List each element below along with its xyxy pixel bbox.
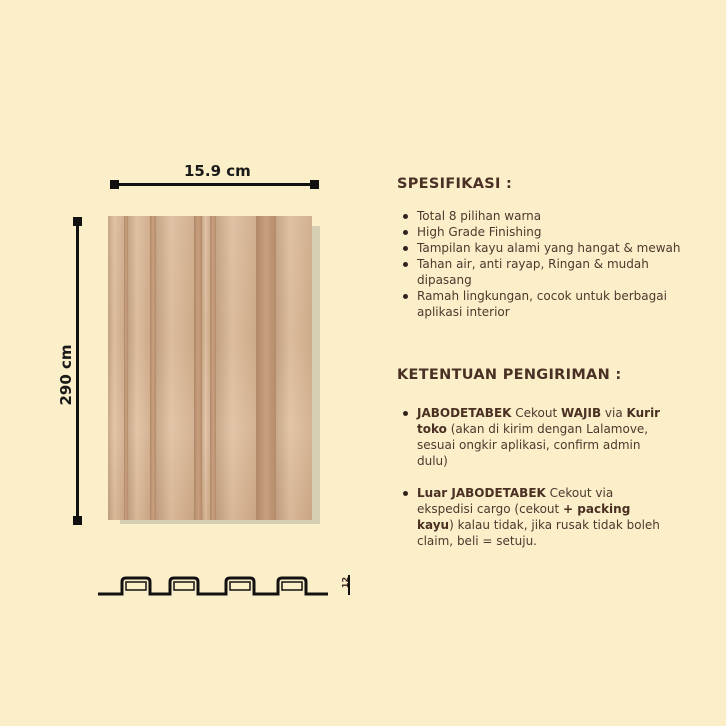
panel-groove [194,216,202,520]
list-item: Tahan air, anti rayap, Ringan & mudah dipasang [401,256,657,288]
body-text: Cekout [511,406,562,420]
pengiriman-list [401,405,671,565]
profile-cross-section-icon [96,574,336,600]
panel-slat [202,216,210,520]
wood-panel-image [108,216,312,520]
highlight-text: JABODETABEK [417,406,512,420]
profile-thickness-label: 12 [341,576,351,589]
panel-slat [108,216,124,520]
list-item: High Grade Finishing [401,224,691,240]
highlight-text: Luar JABODETABEK [417,486,546,500]
body-text: via [601,406,627,420]
dimension-endpoint [73,516,82,525]
panel-groove [256,216,276,520]
spesifikasi-heading: SPESIFIKASI : [397,176,513,192]
list-item: Ramah lingkungan, cocok untuk berbagai aplikasi interior [401,288,679,320]
list-item: Total 8 pilihan warna [401,208,691,224]
pengiriman-heading: KETENTUAN PENGIRIMAN : [397,367,622,383]
dimension-endpoint [310,180,319,189]
width-label: 15.9 cm [184,162,251,180]
spesifikasi-list [401,208,691,320]
list-item: Tampilan kayu alami yang hangat & mewah [401,240,691,256]
panel-slat [216,216,256,520]
height-dimension-line [76,221,79,518]
list-item [401,405,671,469]
highlight-text: Kurir toko [417,406,661,436]
body-text: (akan di kirim dengan Lalamove, sesuai ongkir aplikasi, confirm admin dulu) [417,422,649,468]
width-dimension-line [114,183,316,186]
list-item [401,485,671,549]
body-text: ) kalau tidak, jika rusak tidak boleh claim, beli = setuju. [417,518,660,548]
highlight-text: WAJIB [561,406,602,420]
highlight-text: + packing kayu [417,502,631,532]
panel-slat [128,216,150,520]
body-text: Cekout via ekspedisi cargo (cekout [417,486,614,516]
panel-slat [276,216,312,520]
height-label: 290 cm [57,344,75,406]
panel-slat [156,216,194,520]
